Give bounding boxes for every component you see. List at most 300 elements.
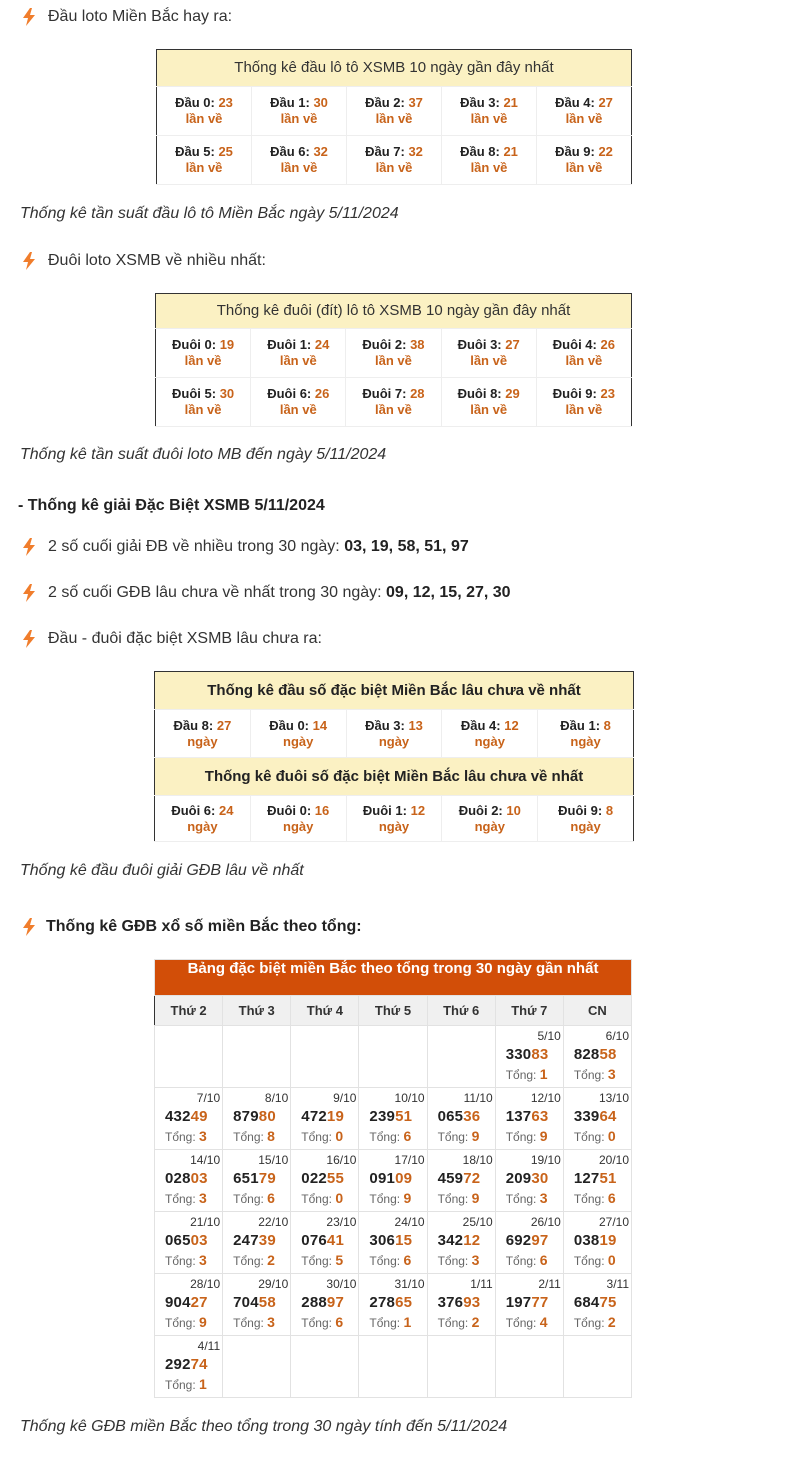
stat-cell	[346, 329, 441, 378]
stat-cell	[252, 87, 347, 136]
calendar-week	[155, 1274, 632, 1336]
sum-label: Tổng:	[573, 1316, 605, 1330]
number-head: 828	[573, 1046, 600, 1063]
number-tail: 41	[326, 1232, 345, 1249]
sum-label: Tổng:	[573, 1192, 605, 1206]
sum-value: 5	[335, 1252, 344, 1268]
cell-date: 30/10	[326, 1277, 357, 1291]
cell-sum	[165, 1128, 207, 1144]
number-head: 065	[165, 1232, 191, 1249]
cell-number	[438, 1294, 481, 1311]
cell-sum	[574, 1314, 616, 1330]
stat-label: Đầu 1:	[560, 717, 601, 733]
stat-label: Đuôi 0:	[172, 337, 217, 352]
cell-sum	[165, 1376, 207, 1392]
stat-cell	[536, 329, 631, 378]
stat-value: 13	[408, 717, 423, 733]
stat-cell	[442, 710, 538, 758]
cell-date: 18/10	[462, 1153, 493, 1167]
sum-value: 1	[403, 1314, 412, 1330]
number-tail: 65	[395, 1294, 413, 1311]
cell-number	[165, 1232, 208, 1249]
cell-number	[233, 1170, 276, 1187]
stat-cell	[538, 796, 634, 842]
cell-sum	[574, 1190, 616, 1206]
cell-sum	[438, 1252, 480, 1268]
stat-cell	[537, 136, 632, 185]
cell-number	[574, 1232, 617, 1249]
number-head: 342	[437, 1232, 464, 1249]
cell-sum	[438, 1190, 480, 1206]
number-tail: 75	[599, 1294, 617, 1311]
stat-label: Đuôi 7:	[362, 386, 407, 401]
cell-sum	[301, 1128, 343, 1144]
stat-unit: lần về	[470, 160, 508, 175]
cell-date: 21/10	[190, 1215, 221, 1229]
stat-label: Đuôi 3:	[457, 337, 502, 352]
number-head: 127	[573, 1170, 600, 1187]
cell-sum	[369, 1252, 411, 1268]
stat-value: 27	[598, 95, 613, 110]
cell-date: 11/10	[463, 1091, 493, 1105]
sum-label: Tổng:	[505, 1192, 537, 1206]
number-tail: 03	[190, 1232, 208, 1249]
section-label: Đuôi loto XSMB về nhiều nhất:	[48, 252, 266, 269]
stat-value: 30	[219, 386, 235, 401]
number-head: 022	[301, 1170, 327, 1187]
stat-value: 29	[505, 386, 520, 401]
stat-label: Đầu 8:	[460, 144, 500, 159]
cell-date: 26/10	[530, 1215, 561, 1229]
cell-date: 31/10	[394, 1277, 425, 1291]
sum-value: 6	[335, 1314, 344, 1330]
line-value: 03, 19, 58, 51, 97	[344, 538, 469, 555]
cell-number	[574, 1294, 617, 1311]
cell-date: 3/11	[606, 1277, 629, 1291]
cell-date: 27/10	[598, 1215, 629, 1229]
stat-unit: lần về	[375, 160, 413, 175]
calendar-day-cell	[495, 1088, 563, 1150]
stat-value: 26	[600, 337, 615, 352]
calendar-day-cell	[495, 1274, 563, 1336]
caption-dau-loto: Thống kê tần suất đầu lô tô Miền Bắc ngày 5/11/2024	[20, 205, 399, 222]
cell-sum	[301, 1252, 343, 1268]
stat-unit: lần về	[185, 111, 223, 126]
cell-date: 10/10	[394, 1091, 425, 1105]
cell-sum	[369, 1190, 411, 1206]
cell-number	[233, 1294, 276, 1311]
stat-value: 19	[219, 337, 235, 352]
cell-number	[574, 1108, 617, 1125]
cell-date: 7/10	[196, 1091, 221, 1105]
lightning-icon	[22, 252, 36, 270]
calendar-empty-cell	[291, 1336, 359, 1398]
sum-value: 2	[267, 1252, 275, 1268]
stat-label: Đuôi 9:	[558, 802, 603, 818]
sum-value: 2	[607, 1314, 616, 1330]
cell-sum	[574, 1252, 616, 1268]
stat-value: 8	[605, 802, 614, 818]
number-head: 306	[369, 1232, 396, 1249]
stat-label: Đuôi 9:	[552, 386, 597, 401]
stat-label: Đầu 0:	[269, 717, 310, 733]
stat-unit: ngày	[378, 818, 410, 834]
sum-value: 2	[471, 1314, 480, 1330]
stat-unit: lần về	[565, 402, 603, 417]
number-head: 472	[301, 1108, 327, 1125]
number-head: 247	[233, 1232, 259, 1249]
section-dau-loto	[22, 8, 232, 26]
sum-label: Tổng:	[233, 1130, 264, 1144]
number-tail: 09	[395, 1170, 413, 1187]
sum-calendar-table	[154, 959, 632, 1398]
stat-cell	[441, 329, 536, 378]
calendar-week	[155, 1026, 632, 1088]
sum-value: 9	[403, 1190, 412, 1206]
stat-cell	[251, 378, 346, 427]
sum-label: Tổng:	[233, 1192, 264, 1206]
stat-unit: ngày	[283, 818, 314, 834]
cell-number	[506, 1046, 549, 1063]
stat-value: 32	[408, 144, 423, 159]
cell-date: 20/10	[598, 1153, 629, 1167]
sum-label: Tổng:	[505, 1254, 537, 1268]
stat-cell	[538, 710, 634, 758]
number-head: 432	[165, 1108, 191, 1125]
calendar-empty-cell	[155, 1026, 223, 1088]
stat-cell	[347, 136, 442, 185]
number-head: 278	[369, 1294, 396, 1311]
calendar-day-cell	[359, 1150, 427, 1212]
stat-cell	[441, 378, 536, 427]
calendar-week	[155, 1088, 632, 1150]
stat-cell	[157, 87, 252, 136]
number-head: 091	[369, 1170, 396, 1187]
stat-value: 24	[314, 337, 330, 352]
sum-value: 3	[199, 1252, 207, 1268]
calendar-week	[155, 1212, 632, 1274]
cell-date: 12/10	[530, 1091, 561, 1105]
sum-label: Tổng:	[165, 1130, 196, 1144]
number-tail: 58	[599, 1046, 617, 1063]
stat-value: 28	[410, 386, 425, 401]
sum-value: 9	[471, 1190, 480, 1206]
cell-sum	[165, 1252, 207, 1268]
cell-sum	[301, 1314, 343, 1330]
stat-label: Đầu 3:	[460, 95, 500, 110]
number-head: 704	[233, 1294, 259, 1311]
stat-unit: ngày	[283, 733, 314, 749]
sum-label: Tổng:	[233, 1316, 264, 1330]
sum-value: 9	[539, 1128, 548, 1144]
stat-cell	[250, 796, 346, 842]
stat-unit: ngày	[474, 818, 505, 834]
sum-value: 0	[335, 1128, 344, 1144]
cell-number	[369, 1294, 412, 1311]
line-label: 2 số cuối GĐB lâu chưa về nhất trong 30 ngày:	[48, 584, 387, 601]
stat-value: 8	[603, 717, 611, 733]
sum-value: 9	[471, 1128, 480, 1144]
stat-unit: lần về	[280, 111, 318, 126]
calendar-week	[155, 1150, 632, 1212]
day-header: Thứ 7	[495, 996, 563, 1026]
cell-number	[506, 1108, 549, 1125]
stat-label: Đuôi 0:	[267, 802, 312, 818]
cell-date: 5/10	[537, 1029, 561, 1043]
sum-value: 8	[267, 1128, 275, 1144]
cell-sum	[233, 1190, 275, 1206]
duoi-loto-table	[155, 293, 632, 427]
day-header: Thứ 6	[427, 996, 495, 1026]
lightning-icon	[22, 584, 36, 602]
stat-unit: lần về	[280, 160, 318, 175]
day-header: CN	[563, 996, 631, 1026]
stat-unit: lần về	[470, 353, 508, 368]
calendar-week	[155, 1336, 632, 1398]
caption-head-tail: Thống kê đầu đuôi giải GĐB lâu về nhất	[20, 862, 304, 879]
day-header: Thứ 3	[223, 996, 291, 1026]
stat-label: Đầu 1:	[270, 95, 310, 110]
number-head: 339	[573, 1108, 600, 1125]
calendar-day-cell	[495, 1150, 563, 1212]
cell-date: 25/10	[462, 1215, 493, 1229]
calendar-empty-cell	[223, 1336, 291, 1398]
calendar-day-cell	[291, 1088, 359, 1150]
cell-date: 19/10	[530, 1153, 561, 1167]
calendar-empty-cell	[427, 1026, 495, 1088]
calendar-empty-cell	[359, 1026, 427, 1088]
day-header: Thứ 5	[359, 996, 427, 1026]
sum-label: Tổng:	[301, 1316, 332, 1330]
stat-unit: lần về	[375, 402, 412, 417]
cell-date: 1/11	[470, 1277, 493, 1291]
stat-unit: ngày	[378, 733, 410, 749]
cell-sum	[233, 1252, 275, 1268]
line-frequent-tails	[22, 538, 469, 556]
calendar-day-cell	[427, 1212, 495, 1274]
sum-label: Tổng:	[437, 1130, 469, 1144]
number-tail: 36	[463, 1108, 481, 1125]
day-header: Thứ 2	[155, 996, 223, 1026]
sum-value: 1	[199, 1376, 207, 1392]
number-tail: 58	[258, 1294, 276, 1311]
stat-value: 16	[314, 802, 330, 818]
stat-unit: lần về	[565, 353, 603, 368]
stat-label: Đuôi 2:	[458, 802, 503, 818]
stat-unit: ngày	[570, 733, 601, 749]
lightning-icon	[22, 538, 36, 556]
stat-cell	[536, 378, 631, 427]
stat-label: Đuôi 1:	[267, 337, 312, 352]
line-value: 09, 12, 15, 27, 30	[386, 584, 511, 601]
number-head: 076	[301, 1232, 327, 1249]
special-head-tail-table	[154, 671, 634, 842]
stat-value: 24	[219, 802, 234, 818]
cell-date: 23/10	[326, 1215, 357, 1229]
table-title: Thống kê đuôi (đít) lô tô XSMB 10 ngày gần đây nhất	[156, 294, 632, 329]
cell-number	[233, 1232, 276, 1249]
stat-label: Đầu 7:	[365, 144, 405, 159]
sum-label: Tổng:	[301, 1254, 332, 1268]
number-head: 376	[437, 1294, 464, 1311]
stat-label: Đầu 5:	[175, 144, 215, 159]
section-label: Thống kê GĐB xổ số miền Bắc theo tổng:	[46, 918, 362, 935]
number-tail: 72	[463, 1170, 481, 1187]
cell-date: 17/10	[394, 1153, 425, 1167]
calendar-day-cell	[291, 1150, 359, 1212]
cell-number	[369, 1108, 412, 1125]
stat-unit: lần về	[565, 111, 603, 126]
sum-value: 0	[607, 1252, 616, 1268]
number-tail: 80	[258, 1108, 276, 1125]
calendar-day-cell	[427, 1274, 495, 1336]
cell-date: 24/10	[394, 1215, 425, 1229]
stat-label: Đầu 6:	[270, 144, 310, 159]
sum-value: 3	[539, 1190, 548, 1206]
table-title: Thống kê đầu lô tô XSMB 10 ngày gần đây nhất	[157, 50, 632, 87]
calendar-day-cell	[155, 1088, 223, 1150]
stat-value: 30	[313, 95, 328, 110]
line-rare-tails	[22, 584, 511, 602]
cell-sum	[438, 1128, 480, 1144]
number-tail: 12	[463, 1232, 481, 1249]
number-head: 239	[369, 1108, 396, 1125]
line-head-tail-rare	[22, 630, 322, 648]
stat-unit: lần về	[184, 402, 222, 417]
cell-sum	[506, 1066, 548, 1082]
cell-date: 22/10	[258, 1215, 289, 1229]
cell-number	[165, 1108, 208, 1125]
stat-label: Đầu 2:	[365, 95, 405, 110]
cell-number	[438, 1232, 481, 1249]
sum-label: Tổng:	[369, 1254, 401, 1268]
calendar-day-cell	[223, 1088, 291, 1150]
cell-number	[165, 1356, 208, 1373]
stat-label: Đầu 0:	[175, 95, 215, 110]
lightning-icon	[22, 8, 36, 26]
cell-number	[301, 1108, 344, 1125]
stat-cell	[442, 136, 537, 185]
sum-label: Tổng:	[369, 1316, 401, 1330]
sum-value: 6	[403, 1252, 412, 1268]
sum-value: 6	[267, 1190, 275, 1206]
line-label: Đầu - đuôi đặc biệt XSMB lâu chưa ra:	[48, 630, 322, 647]
line-label: 2 số cuối giải ĐB về nhiều trong 30 ngày:	[48, 538, 345, 555]
sum-label: Tổng:	[369, 1192, 401, 1206]
stat-value: 37	[408, 95, 423, 110]
cell-number	[438, 1170, 481, 1187]
cell-sum	[506, 1190, 548, 1206]
sum-label: Tổng:	[505, 1068, 537, 1082]
sum-value: 6	[607, 1190, 616, 1206]
number-head: 197	[505, 1294, 532, 1311]
number-head: 288	[301, 1294, 327, 1311]
day-header: Thứ 4	[291, 996, 359, 1026]
sum-label: Tổng:	[505, 1130, 537, 1144]
number-tail: 77	[531, 1294, 549, 1311]
stat-unit: lần về	[375, 353, 412, 368]
stat-unit: lần về	[470, 111, 508, 126]
cell-date: 8/10	[264, 1091, 289, 1105]
number-tail: 51	[599, 1170, 617, 1187]
sum-label: Tổng:	[301, 1192, 332, 1206]
sum-value: 3	[199, 1190, 207, 1206]
number-head: 028	[165, 1170, 191, 1187]
number-head: 330	[505, 1046, 532, 1063]
calendar-day-cell	[223, 1274, 291, 1336]
caption-sum: Thống kê GĐB miền Bắc theo tổng trong 30 ngày tính đến 5/11/2024	[20, 1418, 508, 1435]
sum-label: Tổng:	[573, 1130, 605, 1144]
heading-special-prize: - Thống kê giải Đặc Biệt XSMB 5/11/2024	[18, 497, 325, 514]
lightning-icon	[22, 918, 36, 936]
table-title-head: Thống kê đầu số đặc biệt Miền Bắc lâu chưa về nhất	[155, 672, 634, 710]
stat-cell	[250, 710, 346, 758]
calendar-day-cell	[427, 1088, 495, 1150]
number-head: 459	[437, 1170, 464, 1187]
cell-sum	[233, 1128, 275, 1144]
cell-number	[506, 1170, 549, 1187]
cell-sum	[574, 1128, 616, 1144]
cell-date: 2/11	[538, 1277, 561, 1291]
stat-value: 32	[313, 144, 328, 159]
calendar-empty-cell	[359, 1336, 427, 1398]
number-tail: 79	[258, 1170, 276, 1187]
stat-label: Đuôi 6:	[171, 802, 216, 818]
calendar-day-cell	[495, 1026, 563, 1088]
number-head: 879	[233, 1108, 259, 1125]
cell-number	[574, 1170, 617, 1187]
sum-value: 3	[471, 1252, 480, 1268]
cell-sum	[506, 1314, 548, 1330]
stat-unit: ngày	[187, 733, 218, 749]
calendar-day-cell	[155, 1274, 223, 1336]
sum-value: 6	[539, 1252, 548, 1268]
calendar-empty-cell	[223, 1026, 291, 1088]
stat-value: 22	[598, 144, 613, 159]
cell-sum	[574, 1066, 616, 1082]
number-tail: 64	[599, 1108, 617, 1125]
stat-value: 27	[216, 717, 232, 733]
sum-label: Tổng:	[301, 1130, 332, 1144]
number-tail: 93	[463, 1294, 481, 1311]
stat-cell	[252, 136, 347, 185]
number-tail: 55	[326, 1170, 345, 1187]
number-tail: 63	[531, 1108, 549, 1125]
sum-value: 0	[607, 1128, 616, 1144]
stat-label: Đuôi 5:	[172, 386, 217, 401]
calendar-day-cell	[359, 1088, 427, 1150]
calendar-day-cell	[563, 1150, 631, 1212]
number-tail: 74	[190, 1356, 208, 1373]
stat-value: 23	[218, 95, 233, 110]
stat-cell	[251, 329, 346, 378]
stat-value: 21	[503, 95, 518, 110]
calendar-day-cell	[427, 1150, 495, 1212]
sum-value: 0	[335, 1190, 344, 1206]
calendar-day-cell	[563, 1212, 631, 1274]
cell-number	[506, 1232, 549, 1249]
number-head: 038	[573, 1232, 600, 1249]
stat-cell	[346, 710, 442, 758]
sum-label: Tổng:	[505, 1316, 537, 1330]
lightning-icon	[22, 630, 36, 648]
stat-cell	[155, 710, 251, 758]
sum-value: 3	[199, 1128, 207, 1144]
stat-value: 26	[314, 386, 330, 401]
stat-label: Đầu 8:	[173, 717, 214, 733]
sum-label: Tổng:	[573, 1068, 605, 1082]
calendar-day-cell	[223, 1150, 291, 1212]
